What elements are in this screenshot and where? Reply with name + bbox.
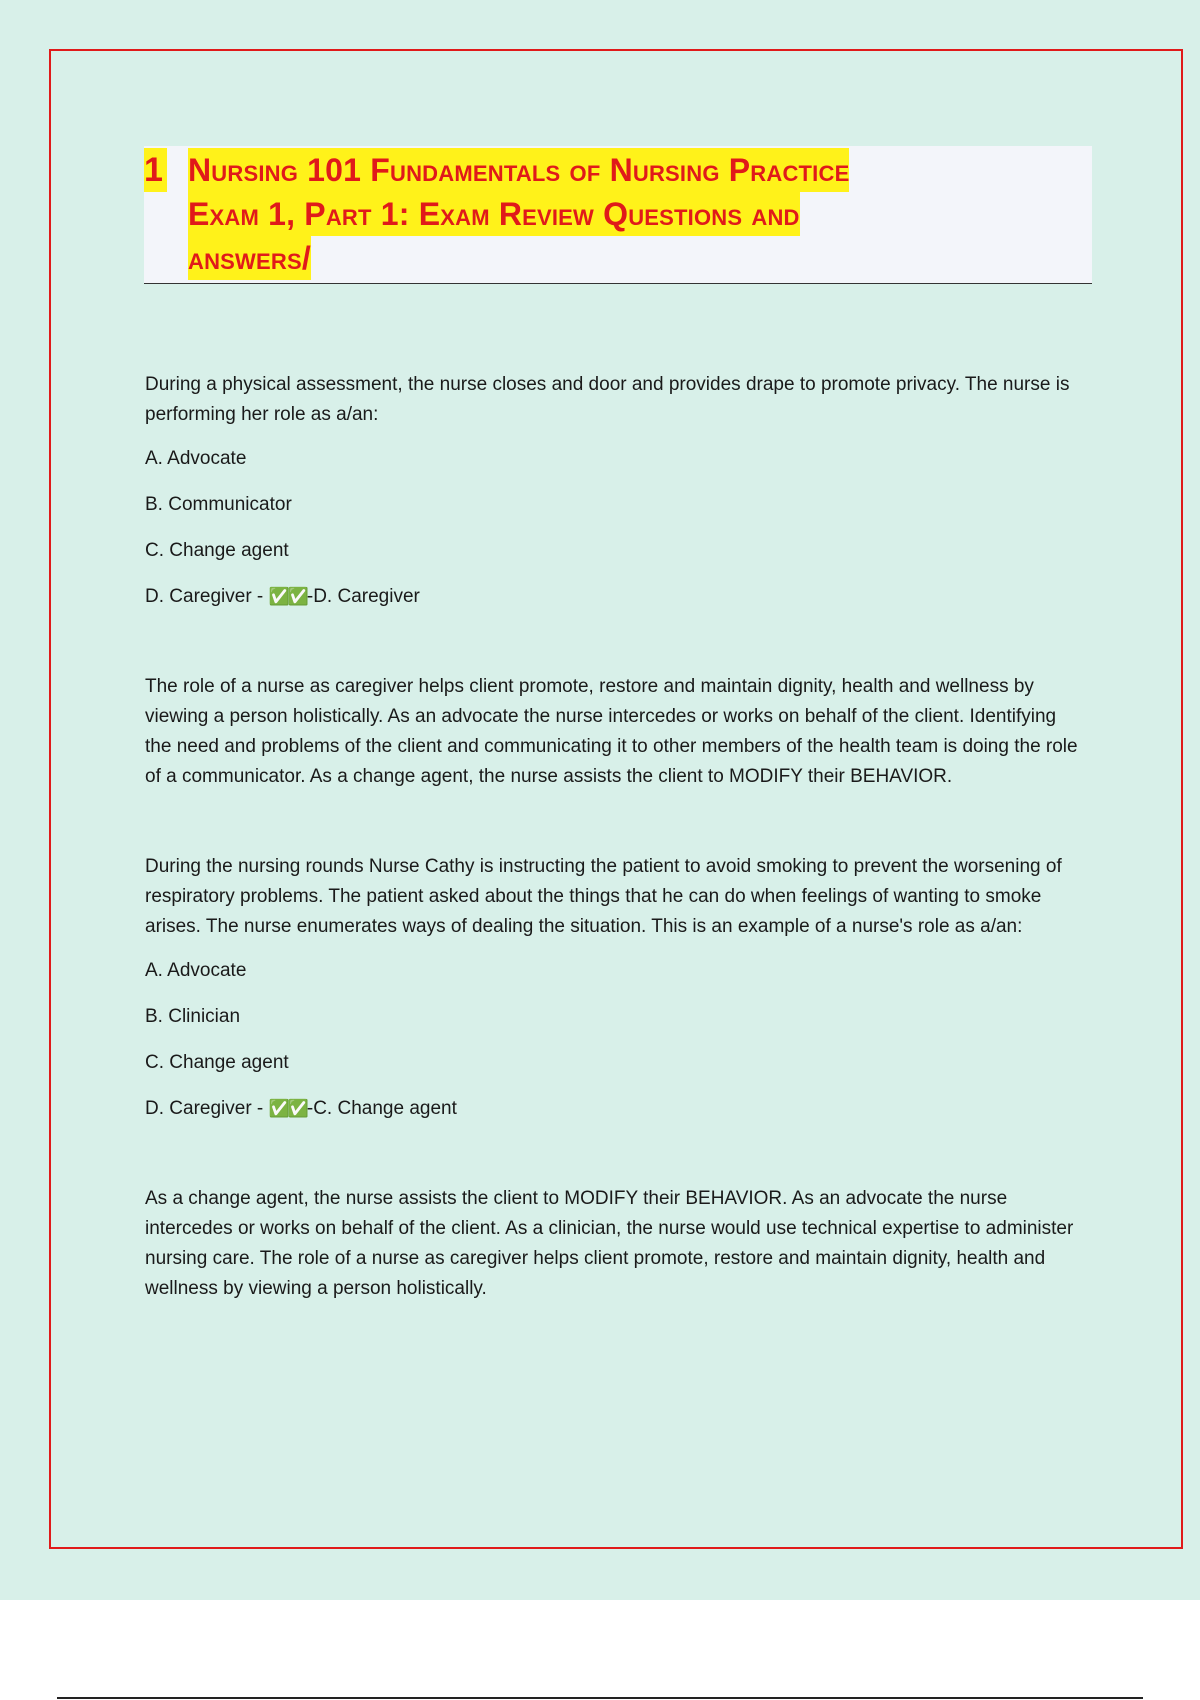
question-2-option-a: A. Advocate: [145, 960, 247, 981]
question-1-option-d-label: D. Caregiver -: [145, 586, 269, 607]
question-1-rationale: The role of a nurse as caregiver helps client promote, restore and maintain dignity, health and wellness by viewing a person holistically. As an advocate the nurse intercedes or works on behalf of the client. Identifying the need and problems of the client and communicating it to other members of the health team is doing the role of a communicator. As a change agent, the nurse assists the client to MODIFY their BEHAVIOR.: [145, 676, 1078, 787]
question-2-option-d-label: D. Caregiver -: [145, 1098, 269, 1119]
title-text: [188, 148, 1088, 280]
question-1-option-b: B. Communicator: [145, 494, 292, 515]
title-line-1: Nursing 101 Fundamentals of Nursing Practice: [188, 148, 849, 192]
title-line-3: answers/: [188, 236, 311, 280]
question-1-option-d: [145, 582, 1085, 612]
double-check-icon: ✅✅: [268, 587, 307, 607]
title-number: 1: [144, 148, 167, 192]
question-2-option-d: [145, 1094, 1085, 1124]
title-line-2: Exam 1, Part 1: Exam Review Questions and: [188, 192, 800, 236]
question-1-prompt: During a physical assessment, the nurse closes and door and provides drape to promote privacy. The nurse is performing her role as a/an:: [145, 374, 1070, 425]
double-check-icon: ✅✅: [268, 1099, 307, 1119]
document-title: [144, 146, 1092, 284]
bottom-divider: [57, 1697, 1143, 1699]
question-2-option-b: B. Clinician: [145, 1006, 241, 1027]
question-1-option-c: C. Change agent: [145, 540, 289, 561]
question-2-answer: -C. Change agent: [306, 1098, 457, 1119]
question-2-prompt: During the nursing rounds Nurse Cathy is instructing the patient to avoid smoking to prevent the worsening of respiratory problems. The patient asked about the things that he can do when feelings of wanting to smoke arises. The nurse enumerates ways of dealing the situation. This is an example of a nurse's role as a/an:: [145, 856, 1062, 937]
question-1-option-a: A. Advocate: [145, 448, 247, 469]
question-2-option-c: C. Change agent: [145, 1052, 289, 1073]
question-1-answer: -D. Caregiver: [306, 586, 420, 607]
document-body: [145, 370, 1085, 1304]
question-2-rationale: As a change agent, the nurse assists the client to MODIFY their BEHAVIOR. As an advocate the nurse intercedes or works on behalf of the client. As a clinician, the nurse would use technical expertise to administer nursing care. The role of a nurse as caregiver helps client promote, restore and maintain dignity, health and wellness by viewing a person holistically.: [145, 1188, 1074, 1299]
